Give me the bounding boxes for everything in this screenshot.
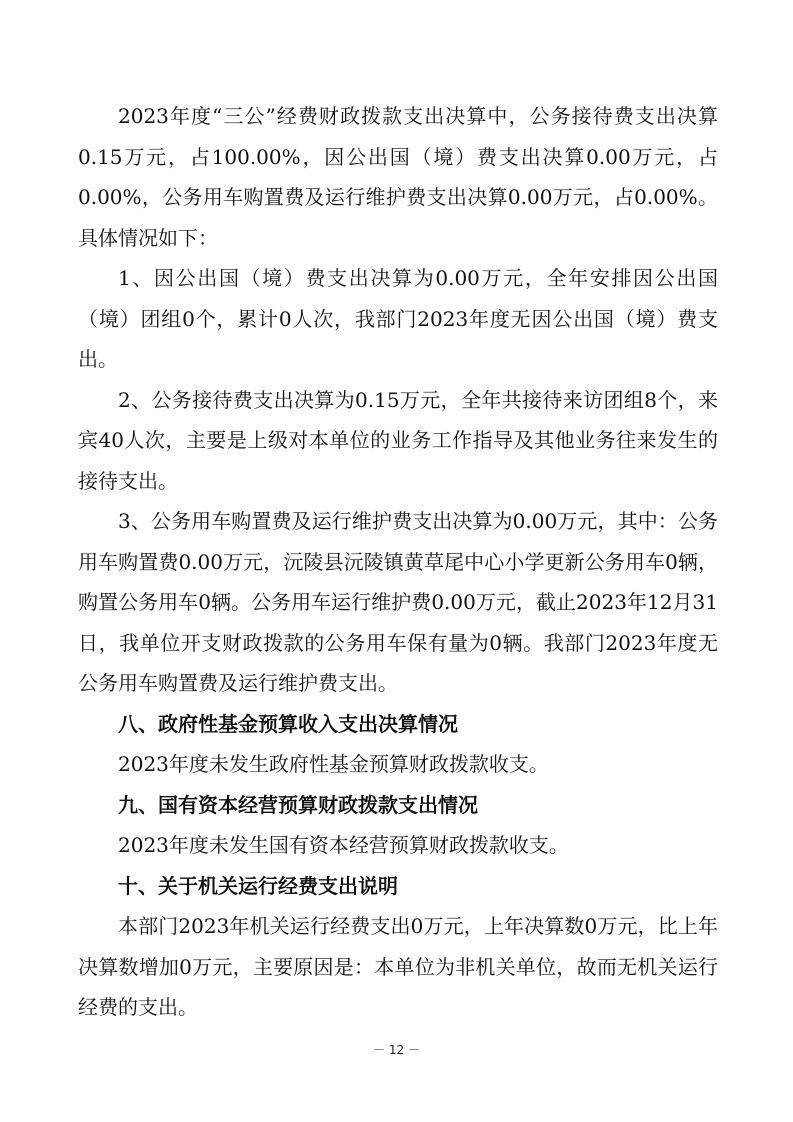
page-number: － 12 － bbox=[373, 1043, 420, 1057]
section-heading-state-capital: 九、国有资本经营预算财政拨款支出情况 bbox=[118, 792, 478, 817]
paragraph-sangong-summary: 2023年度“三公”经费财政拨款支出决算中，公务接待费支出决算0.15万元，占100.00%，因公出国（境）费支出决算0.00万元，占0.00%，公务用车购置费及运行维护费支出决算0.00万元，占0.00%。具体情况如下： bbox=[78, 104, 718, 250]
paragraph-operating-cost: 本部门2023年机关运行经费支出0万元，上年决算数0万元，比上年决算数增加0万元，主要原因是：本单位为非机关单位，故而无机关运行经费的支出。 bbox=[78, 914, 718, 1019]
paragraph-state-capital: 2023年度未发生国有资本经营预算财政拨款收支。 bbox=[118, 833, 569, 857]
paragraph-vehicle-expense: 3、公务用车购置费及运行维护费支出决算为0.00万元，其中：公务用车购置费0.00万元，沅陵县沅陵镇黄草尾中心小学更新公务用车0辆，购置公务用车0辆。公务用车运行维护费0.00万元，截止2023年12月31日，我单位开支财政拨款的公务用车保有量为0辆。我部门2023年度无公务用车购置费及运行维护费支出。 bbox=[78, 509, 718, 695]
document-body bbox=[78, 96, 718, 1028]
section-heading-operating-cost: 十、关于机关运行经费支出说明 bbox=[118, 873, 398, 898]
section-heading-government-fund: 八、政府性基金预算收入支出决算情况 bbox=[118, 711, 458, 736]
paragraph-overseas-travel: 1、因公出国（境）费支出决算为0.00万元，全年安排因公出国（境）团组0个，累计0人次，我部门2023年度无因公出国（境）费支出。 bbox=[78, 266, 718, 371]
paragraph-reception-expense: 2、公务接待费支出决算为0.15万元，全年共接待来访团组8个，来宾40人次，主要是上级对本单位的业务工作指导及其他业务往来发生的接待支出。 bbox=[78, 387, 718, 493]
paragraph-government-fund: 2023年度未发生政府性基金预算财政拨款收支。 bbox=[118, 752, 549, 776]
